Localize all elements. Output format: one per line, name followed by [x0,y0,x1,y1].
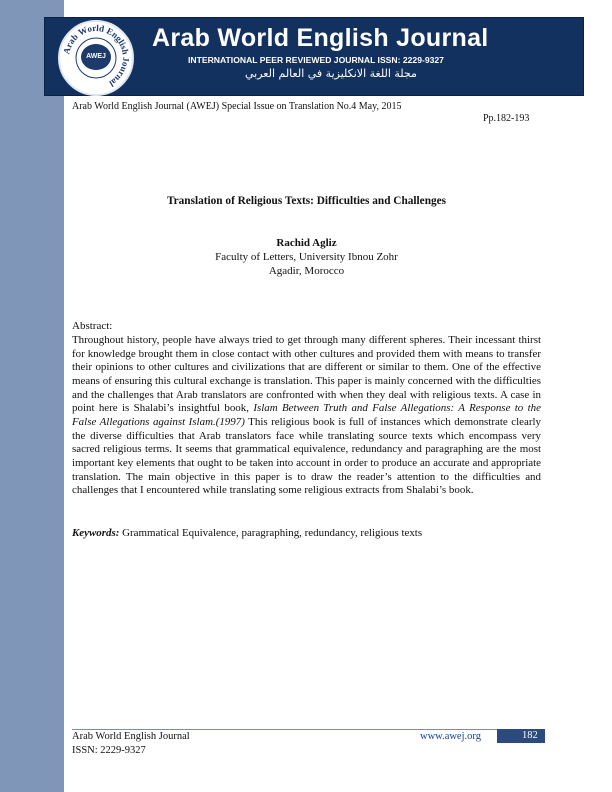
banner-subtitle: INTERNATIONAL PEER REVIEWED JOURNAL ISSN: 2229-9327 [188,55,444,65]
article-title: Translation of Religious Texts: Difficulties and Challenges [166,195,447,207]
footer-issn: ISSN: 2229-9327 [72,745,146,756]
journal-logo [58,20,134,96]
journal-issue-line: Arab World English Journal (AWEJ) Special Issue on Translation No.4 May, 2015 [72,101,402,112]
keywords-text: Grammatical Equivalence, paragraphing, redundancy, religious texts [119,527,423,539]
banner-title: Arab World English Journal [152,24,489,52]
banner-arabic-title: مجلة اللغة الانكليزية في العالم العربي [245,67,417,80]
footer-journal-name: Arab World English Journal [72,731,190,742]
abstract-label: Abstract: [72,320,113,332]
author-location: Agadir, Morocco [268,265,345,277]
footer-divider [72,729,545,730]
footer-website-link[interactable]: www.awej.org [420,731,481,742]
abstract-text-part-2: This religious book is full of instances which demonstrate clearly the diverse difficulties that Arab translators face while translating source texts which encompass very sacred religious terms. It seems that grammatical equivalence, redundancy and paragraphing are the most important key elements that ought to be taken into account in order to produce an accurate and appropriate translation. The main objective in this paper is to draw the reader’s attention to the difficulties and challenges that I encountered while translating some religious extracts from Shalabi’s book. [72,415,541,497]
logo-center-text: AWEJ [81,44,111,70]
logo-ring-text: Arab World English Journal [61,22,132,89]
left-sidebar-band [0,0,64,792]
footer-page-box [497,729,545,743]
footer-page-number: 182 [522,730,538,741]
abstract-text-part-1: Throughout history, people have always tried to get through many different spheres. Their incessant thirst for knowledge brought them in close contact with other cultures and provided them with means to transfer their opinions to other cultures and civilizations that are different or similar to them. One of the effective means of ensuring this cultural exchange is translation. This paper is mainly concerned with the difficulties and the challenges that Arab translators are confronted with when they deal with religious texts. A case in point here is Shalabi’s insightful book, [72,334,541,415]
page-range: Pp.182-193 [483,113,530,124]
author-affiliation: Faculty of Letters, University Ibnou Zohr [215,251,398,263]
keywords-line [72,527,541,539]
abstract-body [72,334,541,498]
author-name: Rachid Agliz [276,237,337,249]
keywords-label: Keywords: [72,527,120,539]
book-title: Islam Between Truth and False Allegations: A Response to the False Allegations against Islam.(1997) [72,402,541,428]
